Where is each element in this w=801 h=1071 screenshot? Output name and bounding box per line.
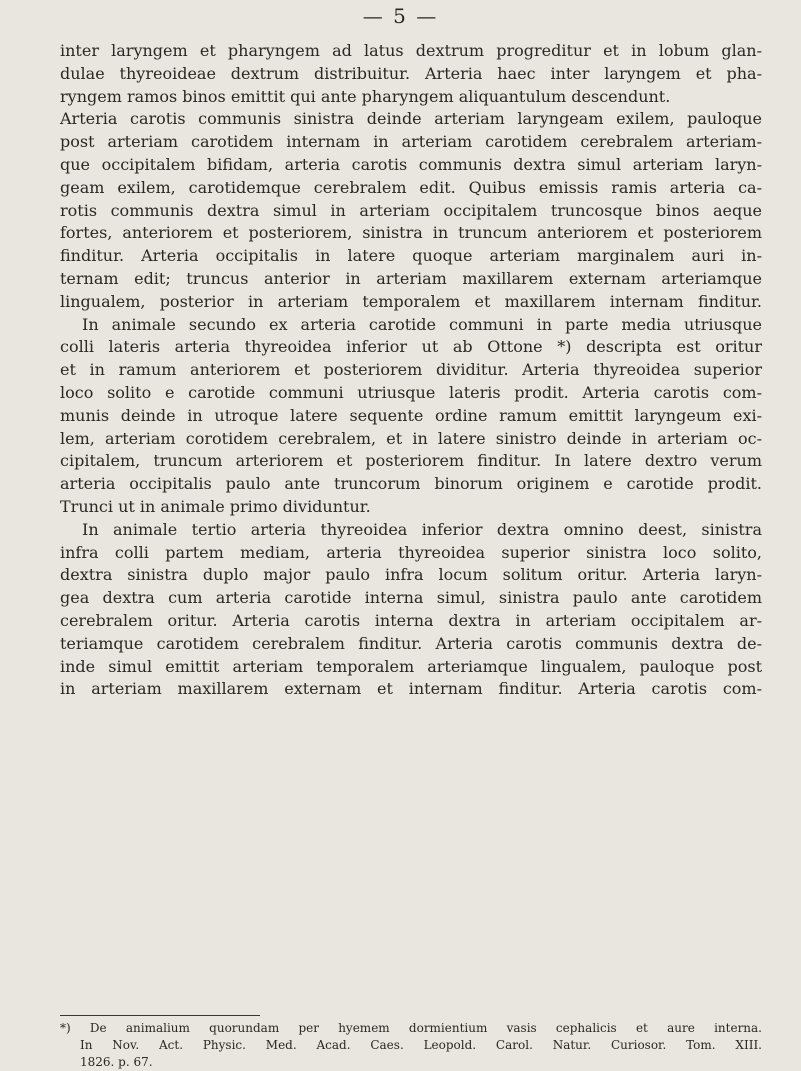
text-line: ternam edit; truncus anterior in arteriam maxillarem externam arteriamque: [60, 268, 762, 288]
page-number: — 5 —: [362, 4, 439, 28]
text-line: Trunci ut in animale primo dividuntur.: [60, 496, 371, 516]
text-line: dextra sinistra duplo major paulo infra locum solitum oritur. Arteria laryn-: [60, 565, 762, 585]
text-line: ryngem ramos binos emittit qui ante pharyngem aliquantulum descendunt.: [60, 86, 671, 106]
text-line: finditur. Arteria occipitalis in latere quoque arteriam marginalem auri in-: [60, 246, 762, 266]
text-line: fortes, anteriorem et posteriorem, sinistra in truncum anteriorem et posteriorem: [60, 223, 762, 243]
text-line: colli lateris arteria thyreoidea inferior ut ab Ottone *) descripta est oritur: [60, 337, 762, 357]
text-line: geam exilem, carotidemque cerebralem edit. Quibus emissis ramis arteria ca-: [60, 177, 762, 197]
text-line: inde simul emittit arteriam temporalem arteriamque lingualem, pauloque post: [60, 656, 762, 676]
text-line: cerebralem oritur. Arteria carotis interna dextra in arteriam occipitalem ar-: [60, 610, 762, 630]
text-line: in arteriam maxillarem externam et internam finditur. Arteria carotis com-: [60, 679, 762, 699]
text-line: dulae thyreoideae dextrum distribuitur. Arteria haec inter laryngem et pha-: [60, 63, 762, 83]
footnote-divider: [60, 1015, 260, 1016]
text-line: lem, arteriam corotidem cerebralem, et in latere sinistro deinde in arteriam oc-: [60, 428, 762, 448]
text-line: In animale tertio arteria thyreoidea inferior dextra omnino deest, sinistra: [82, 519, 762, 539]
text-line: munis deinde in utroque latere sequente ordine ramum emittit laryngeum exi-: [60, 405, 762, 425]
text-line: cipitalem, truncum arteriorem et posteriorem finditur. In latere dextro verum: [60, 451, 762, 471]
text-line: post arteriam carotidem internam in arteriam carotidem cerebralem arteriam-: [60, 132, 762, 152]
text-line: gea dextra cum arteria carotide interna simul, sinistra paulo ante carotidem: [60, 588, 762, 608]
body-text: [60, 40, 762, 701]
footnotes: [60, 1020, 762, 1071]
text-line: rotis communis dextra simul in arteriam occipitalem truncosque binos aeque: [60, 200, 762, 220]
text-line: Arteria carotis communis sinistra deinde arteriam laryngeam exilem, pauloque: [60, 109, 762, 129]
text-line: In animale secundo ex arteria carotide communi in parte media utriusque: [82, 314, 762, 334]
text-line: lingualem, posterior in arteriam temporalem et maxillarem internam finditur.: [60, 291, 762, 311]
footnote-line: *) De animalium quorundam per hyemem dormientium vasis cephalicis et aure interna.: [60, 1021, 762, 1035]
footnote-line: 1826. p. 67.: [80, 1055, 153, 1069]
text-line: et in ramum anteriorem et posteriorem dividitur. Arteria thyreoidea superior: [60, 360, 762, 380]
text-line: teriamque carotidem cerebralem finditur. Arteria carotis communis dextra de-: [60, 633, 762, 653]
text-line: inter laryngem et pharyngem ad latus dextrum progreditur et in lobum glan-: [60, 41, 762, 60]
footnote-line: In Nov. Act. Physic. Med. Acad. Caes. Leopold. Carol. Natur. Curiosor. Tom. XIII.: [80, 1038, 762, 1052]
text-line: que occipitalem bifidam, arteria carotis communis dextra simul arteriam laryn-: [60, 154, 762, 174]
text-line: arteria occipitalis paulo ante truncorum binorum originem e carotide prodit.: [60, 474, 762, 494]
text-line: loco solito e carotide communi utriusque lateris prodit. Arteria carotis com-: [60, 382, 762, 402]
text-line: infra colli partem mediam, arteria thyreoidea superior sinistra loco solito,: [60, 542, 762, 562]
